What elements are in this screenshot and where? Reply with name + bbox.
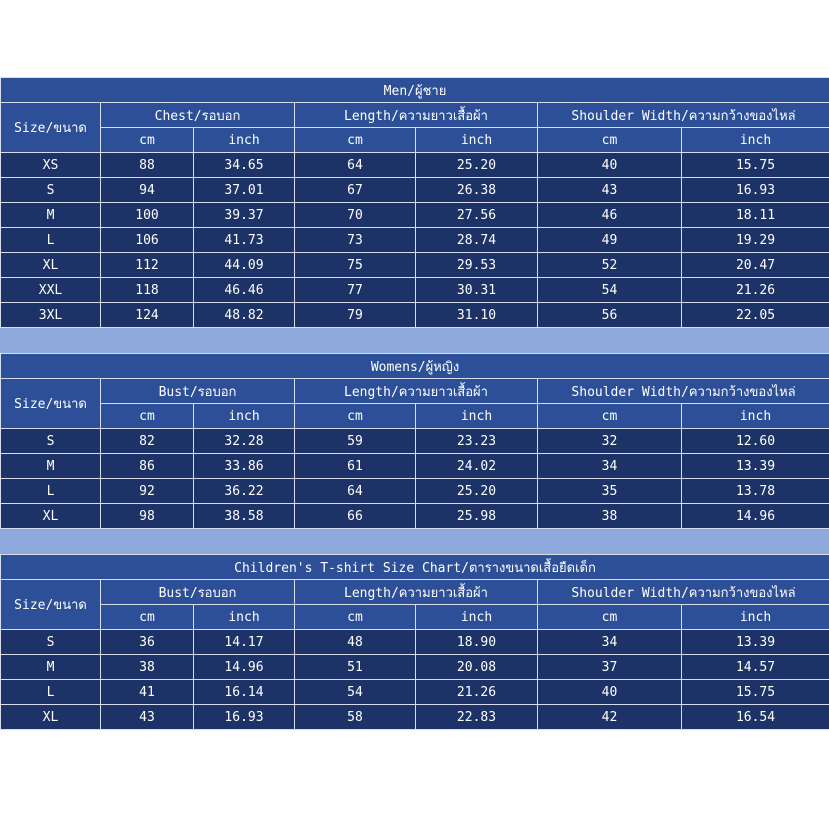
size-table: [0, 554, 829, 730]
table-row: [1, 454, 829, 479]
value-cell: 15.75: [682, 680, 829, 705]
value-cell: 14.96: [194, 655, 295, 680]
value-cell: 54: [538, 278, 682, 303]
unit-header: cm: [295, 128, 416, 153]
value-cell: 41: [101, 680, 194, 705]
value-cell: 22.83: [416, 705, 538, 730]
value-cell: 13.39: [682, 630, 829, 655]
table-title-row: [1, 555, 829, 580]
unit-header: cm: [538, 605, 682, 630]
value-cell: 32.28: [194, 429, 295, 454]
unit-header: inch: [416, 605, 538, 630]
unit-header: cm: [101, 605, 194, 630]
table-row: [1, 228, 829, 253]
group-header-row: [1, 580, 829, 605]
size-cell: XL: [1, 253, 101, 278]
value-cell: 46: [538, 203, 682, 228]
table-title-row: [1, 78, 829, 103]
size-table: [0, 353, 829, 529]
unit-header-row: [1, 605, 829, 630]
value-cell: 22.05: [682, 303, 829, 328]
unit-header: cm: [538, 404, 682, 429]
group-header-row: [1, 379, 829, 404]
table-title: Womens/ผู้หญิง: [1, 354, 829, 379]
value-cell: 16.54: [682, 705, 829, 730]
value-cell: 66: [295, 504, 416, 529]
size-header: Size/ขนาด: [1, 103, 101, 153]
value-cell: 29.53: [416, 253, 538, 278]
value-cell: 37: [538, 655, 682, 680]
value-cell: 23.23: [416, 429, 538, 454]
measure-group-header: Length/ความยาวเสื้อผ้า: [295, 103, 538, 128]
size-cell: XL: [1, 705, 101, 730]
value-cell: 15.75: [682, 153, 829, 178]
value-cell: 26.38: [416, 178, 538, 203]
measure-group-header: Length/ความยาวเสื้อผ้า: [295, 580, 538, 605]
value-cell: 31.10: [416, 303, 538, 328]
value-cell: 51: [295, 655, 416, 680]
unit-header: cm: [538, 128, 682, 153]
value-cell: 67: [295, 178, 416, 203]
unit-header: inch: [194, 128, 295, 153]
table-row: [1, 504, 829, 529]
group-header-row: [1, 103, 829, 128]
size-cell: M: [1, 655, 101, 680]
value-cell: 44.09: [194, 253, 295, 278]
value-cell: 100: [101, 203, 194, 228]
value-cell: 64: [295, 479, 416, 504]
size-table: [0, 77, 829, 328]
value-cell: 86: [101, 454, 194, 479]
value-cell: 82: [101, 429, 194, 454]
value-cell: 48: [295, 630, 416, 655]
value-cell: 34: [538, 630, 682, 655]
value-cell: 16.14: [194, 680, 295, 705]
value-cell: 98: [101, 504, 194, 529]
table-row: [1, 203, 829, 228]
value-cell: 49: [538, 228, 682, 253]
value-cell: 94: [101, 178, 194, 203]
table-row: [1, 655, 829, 680]
unit-header: inch: [416, 404, 538, 429]
measure-group-header: Chest/รอบอก: [101, 103, 295, 128]
unit-header: cm: [101, 404, 194, 429]
measure-group-header: Bust/รอบอก: [101, 580, 295, 605]
value-cell: 27.56: [416, 203, 538, 228]
value-cell: 32: [538, 429, 682, 454]
value-cell: 34: [538, 454, 682, 479]
value-cell: 88: [101, 153, 194, 178]
value-cell: 20.08: [416, 655, 538, 680]
size-cell: L: [1, 228, 101, 253]
value-cell: 58: [295, 705, 416, 730]
size-chart: [0, 77, 829, 730]
table-row: [1, 479, 829, 504]
value-cell: 18.11: [682, 203, 829, 228]
value-cell: 124: [101, 303, 194, 328]
value-cell: 61: [295, 454, 416, 479]
value-cell: 118: [101, 278, 194, 303]
value-cell: 24.02: [416, 454, 538, 479]
value-cell: 16.93: [194, 705, 295, 730]
size-cell: S: [1, 630, 101, 655]
unit-header: cm: [101, 128, 194, 153]
table-row: [1, 429, 829, 454]
size-cell: M: [1, 203, 101, 228]
value-cell: 79: [295, 303, 416, 328]
value-cell: 41.73: [194, 228, 295, 253]
value-cell: 54: [295, 680, 416, 705]
size-cell: XXL: [1, 278, 101, 303]
measure-group-header: Length/ความยาวเสื้อผ้า: [295, 379, 538, 404]
value-cell: 18.90: [416, 630, 538, 655]
table-row: [1, 178, 829, 203]
value-cell: 14.17: [194, 630, 295, 655]
section-divider: [0, 529, 829, 554]
value-cell: 38: [101, 655, 194, 680]
table-title-row: [1, 354, 829, 379]
measure-group-header: Shoulder Width/ความกว้างของไหล่: [538, 580, 829, 605]
unit-header: inch: [682, 605, 829, 630]
unit-header-row: [1, 128, 829, 153]
size-cell: M: [1, 454, 101, 479]
size-cell: 3XL: [1, 303, 101, 328]
size-header: Size/ขนาด: [1, 580, 101, 630]
value-cell: 33.86: [194, 454, 295, 479]
value-cell: 14.57: [682, 655, 829, 680]
value-cell: 38: [538, 504, 682, 529]
size-header: Size/ขนาด: [1, 379, 101, 429]
table-row: [1, 630, 829, 655]
value-cell: 13.78: [682, 479, 829, 504]
value-cell: 12.60: [682, 429, 829, 454]
value-cell: 38.58: [194, 504, 295, 529]
size-cell: S: [1, 178, 101, 203]
size-cell: L: [1, 479, 101, 504]
table-row: [1, 303, 829, 328]
value-cell: 43: [538, 178, 682, 203]
measure-group-header: Shoulder Width/ความกว้างของไหล่: [538, 103, 829, 128]
value-cell: 70: [295, 203, 416, 228]
value-cell: 73: [295, 228, 416, 253]
value-cell: 43: [101, 705, 194, 730]
unit-header: inch: [682, 404, 829, 429]
unit-header-row: [1, 404, 829, 429]
size-cell: XS: [1, 153, 101, 178]
value-cell: 34.65: [194, 153, 295, 178]
measure-group-header: Shoulder Width/ความกว้างของไหล่: [538, 379, 829, 404]
unit-header: inch: [194, 605, 295, 630]
table-title: Men/ผู้ชาย: [1, 78, 829, 103]
value-cell: 59: [295, 429, 416, 454]
value-cell: 36.22: [194, 479, 295, 504]
value-cell: 21.26: [416, 680, 538, 705]
value-cell: 37.01: [194, 178, 295, 203]
unit-header: cm: [295, 605, 416, 630]
value-cell: 42: [538, 705, 682, 730]
value-cell: 16.93: [682, 178, 829, 203]
value-cell: 35: [538, 479, 682, 504]
unit-header: inch: [194, 404, 295, 429]
section-divider: [0, 328, 829, 353]
unit-header: inch: [682, 128, 829, 153]
table-title: Children's T-shirt Size Chart/ตารางขนาดเสื้อยืดเด็ก: [1, 555, 829, 580]
value-cell: 106: [101, 228, 194, 253]
value-cell: 46.46: [194, 278, 295, 303]
value-cell: 40: [538, 153, 682, 178]
value-cell: 40: [538, 680, 682, 705]
unit-header: cm: [295, 404, 416, 429]
size-cell: XL: [1, 504, 101, 529]
value-cell: 21.26: [682, 278, 829, 303]
value-cell: 75: [295, 253, 416, 278]
value-cell: 25.20: [416, 153, 538, 178]
value-cell: 48.82: [194, 303, 295, 328]
size-cell: S: [1, 429, 101, 454]
size-cell: L: [1, 680, 101, 705]
value-cell: 77: [295, 278, 416, 303]
table-row: [1, 680, 829, 705]
table-row: [1, 153, 829, 178]
value-cell: 36: [101, 630, 194, 655]
value-cell: 28.74: [416, 228, 538, 253]
value-cell: 64: [295, 153, 416, 178]
value-cell: 52: [538, 253, 682, 278]
value-cell: 112: [101, 253, 194, 278]
value-cell: 25.98: [416, 504, 538, 529]
value-cell: 39.37: [194, 203, 295, 228]
value-cell: 25.20: [416, 479, 538, 504]
table-row: [1, 705, 829, 730]
value-cell: 13.39: [682, 454, 829, 479]
measure-group-header: Bust/รอบอก: [101, 379, 295, 404]
value-cell: 19.29: [682, 228, 829, 253]
value-cell: 92: [101, 479, 194, 504]
unit-header: inch: [416, 128, 538, 153]
table-row: [1, 278, 829, 303]
value-cell: 20.47: [682, 253, 829, 278]
value-cell: 56: [538, 303, 682, 328]
value-cell: 14.96: [682, 504, 829, 529]
value-cell: 30.31: [416, 278, 538, 303]
table-row: [1, 253, 829, 278]
